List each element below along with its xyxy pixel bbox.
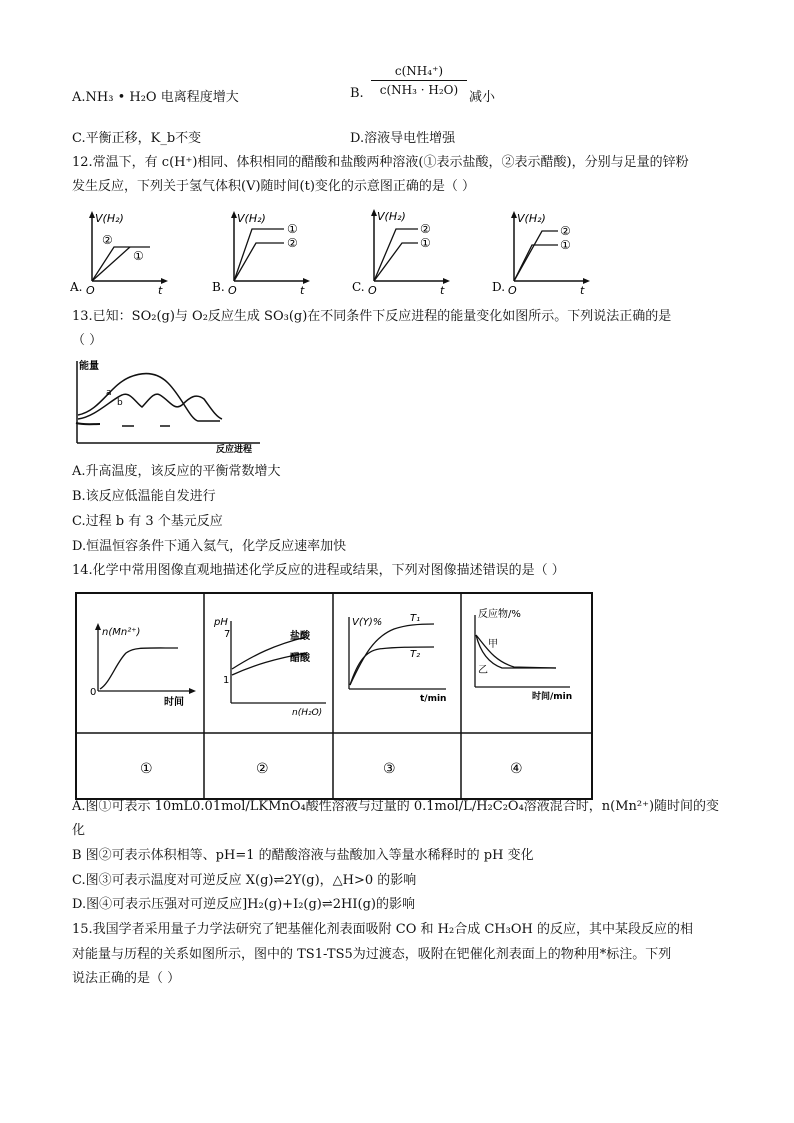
q14-option-b: B 图②可表示体积相等、pH=1 的醋酸溶液与盐酸加入等量水稀释时的 pH 变化 bbox=[72, 848, 534, 863]
q14-g4-ylabel: 反应物/% bbox=[478, 609, 521, 620]
q14-g2-label-hcl: 盐酸 bbox=[290, 631, 310, 642]
q14-option-c: C.图③可表示温度对可逆反应 X(g)⇌2Y(g)，△H>0 的影响 bbox=[72, 873, 417, 888]
q12-graph-a-label-1: ① bbox=[133, 249, 144, 263]
q11-option-b-suffix: 减小 bbox=[469, 90, 496, 105]
q14-g4-xlabel: 时间/min bbox=[532, 692, 573, 702]
q14-graph-4 bbox=[475, 607, 572, 777]
q13-energy-diagram bbox=[70, 355, 270, 455]
q14-g1-y-arrow bbox=[95, 623, 101, 630]
q13-option-c: C.过程 b 有 3 个基元反应 bbox=[72, 514, 223, 529]
q14-g1-number: ① bbox=[140, 761, 153, 777]
q13-option-d: D.恒温恒容条件下通入氦气，化学反应速率加快 bbox=[72, 539, 347, 554]
q14-g1-curve bbox=[100, 648, 178, 689]
q12-graph-b-label-1: ① bbox=[287, 222, 298, 236]
q12-graph-c-curve-2 bbox=[374, 229, 418, 281]
q12-graph-d-xlabel: t bbox=[580, 284, 585, 297]
q11-option-c: C.平衡正移，K_b不变 bbox=[72, 131, 202, 146]
q14-g3-label-t2: T₂ bbox=[410, 649, 421, 660]
q14-g2-tick1: 1 bbox=[223, 675, 230, 686]
q12-graph-c-label-1: ① bbox=[420, 236, 431, 250]
q13-label-a: a bbox=[106, 388, 112, 398]
q11-option-d: D.溶液导电性增强 bbox=[350, 131, 456, 146]
q14-g3-curve-t1 bbox=[350, 624, 434, 685]
q12-graph-b-label-2: ② bbox=[287, 236, 298, 250]
q12-graph-c-ylabel: V(H₂) bbox=[377, 210, 406, 223]
q14-option-a-line2: 化 bbox=[72, 823, 86, 838]
q14-g3-curve-t2 bbox=[350, 647, 434, 685]
q12-graph-b-curve-2 bbox=[234, 243, 284, 281]
q12-graph-c-origin: O bbox=[368, 284, 377, 297]
q12-graph-b bbox=[212, 205, 312, 297]
q14-g1-x-arrow bbox=[189, 688, 196, 694]
q14-g2-ylabel: pH bbox=[214, 617, 228, 628]
q13-reactant-level bbox=[76, 423, 100, 424]
q14-option-d: D.图④可表示压强对可逆反应]H₂(g)+I₂(g)⇌2HI(g)的影响 bbox=[72, 897, 415, 912]
q12-graph-d-origin: O bbox=[508, 284, 517, 297]
q15-stem-line3: 说法正确的是（ ） bbox=[72, 971, 181, 986]
q12-graph-b-curve-1 bbox=[234, 229, 284, 281]
q14-g2-number: ② bbox=[256, 761, 269, 777]
q13-option-b: B.该反应低温能自发进行 bbox=[72, 489, 216, 504]
q14-g3-number: ③ bbox=[383, 761, 396, 777]
q12-graph-c-label-2: ② bbox=[420, 222, 431, 236]
q14-g4-label-yi: 乙 bbox=[478, 665, 488, 676]
q13-curve-a bbox=[78, 374, 220, 421]
q12-graph-c-curve-1 bbox=[374, 243, 418, 281]
q12-graph-d bbox=[492, 205, 592, 297]
q14-g4-label-jia: 甲 bbox=[488, 639, 498, 650]
q12-graph-c-xlabel: t bbox=[440, 284, 445, 297]
q12-graph-d-curve-1 bbox=[514, 245, 558, 281]
q14-g2-label-acetic: 醋酸 bbox=[290, 653, 310, 664]
q12-graph-a bbox=[70, 205, 170, 297]
q15-stem-line2: 对能量与历程的关系如图所示，图中的 TS1-TS5为过渡态，吸附在钯催化剂表面上的物种用*标注。下列 bbox=[72, 947, 672, 962]
q12-graph-a-ylabel: V(H₂) bbox=[95, 212, 124, 225]
q14-g1-xlabel: 时间 bbox=[164, 697, 184, 708]
q14-g1-origin: 0 bbox=[90, 687, 97, 698]
q14-g2-tick7: 7 bbox=[224, 629, 231, 640]
q12-graph-d-letter: D. bbox=[492, 280, 506, 294]
q13-xlabel: 反应进程 bbox=[216, 445, 253, 455]
q11-option-b-numerator: c(NH₄⁺) bbox=[371, 64, 467, 81]
q14-graph-3 bbox=[349, 613, 446, 777]
q12-graph-d-label-1: ① bbox=[560, 238, 571, 252]
q12-graph-a-label-2: ② bbox=[102, 233, 113, 247]
q12-graph-a-origin: O bbox=[86, 284, 95, 297]
q12-graph-b-origin: O bbox=[228, 284, 237, 297]
q14-graph-2 bbox=[213, 617, 326, 777]
q12-graph-d-curve-2 bbox=[514, 231, 558, 281]
q14-g3-xlabel: t/min bbox=[420, 694, 447, 704]
q12-graph-b-letter: B. bbox=[212, 280, 225, 294]
q15-stem-line1: 15.我国学者采用量子力学法研究了钯基催化剂表面吸附 CO 和 H₂合成 CH₃OH 的反应，其中某段反应的相 bbox=[72, 922, 693, 937]
q13-stem-line2: （ ） bbox=[72, 333, 103, 348]
q14-stem: 14.化学中常用图像直观地描述化学反应的进程或结果，下列对图像描述错误的是（ ） bbox=[72, 563, 565, 578]
q13-curve-b bbox=[78, 394, 222, 419]
q12-graph-a-letter: A. bbox=[70, 280, 83, 294]
q12-graph-d-label-2: ② bbox=[560, 224, 571, 238]
q14-g4-number: ④ bbox=[510, 761, 523, 777]
q12-graph-c-letter: C. bbox=[352, 280, 365, 294]
q14-g1-ylabel: n(Mn²⁺) bbox=[102, 627, 141, 638]
q12-graph-b-ylabel: V(H₂) bbox=[237, 212, 266, 225]
q11-option-b-denominator: c(NH₃ · H₂O) bbox=[379, 83, 459, 97]
q14-g3-label-t1: T₁ bbox=[410, 613, 421, 624]
q14-graph-table bbox=[74, 591, 594, 803]
q11-option-b-fraction bbox=[371, 64, 467, 97]
q12-graph-a-xlabel: t bbox=[158, 284, 163, 297]
q14-g3-ylabel: V(Y)% bbox=[352, 617, 383, 628]
q12-graph-b-xlabel: t bbox=[300, 284, 305, 297]
q12-stem-line1: 12.常温下，有 c(H⁺)相同、体积相同的醋酸和盐酸两种溶液(①表示盐酸，②表示醋酸)，分别与足量的锌粉 bbox=[72, 155, 689, 170]
q14-g2-xlabel: n(H₂O) bbox=[292, 708, 323, 718]
q13-option-a: A.升高温度，该反应的平衡常数增大 bbox=[72, 464, 281, 479]
q12-graph-d-ylabel: V(H₂) bbox=[517, 212, 546, 225]
q11-option-a: A.NH₃ • H₂O 电离程度增大 bbox=[72, 90, 239, 105]
q13-label-b: b bbox=[117, 398, 123, 408]
q12-stem-line2: 发生反应，下列关于氢气体积(V)随时间(t)变化的示意图正确的是（ ） bbox=[72, 179, 476, 194]
q12-graph-c bbox=[352, 203, 452, 297]
q11-option-b-prefix: B. bbox=[350, 86, 364, 101]
q13-stem-line1: 13.已知：SO₂(g)与 O₂反应生成 SO₃(g)在不同条件下反应进程的能量变化如图所示。下列说法正确的是 bbox=[72, 309, 672, 324]
q14-graph-1 bbox=[90, 623, 196, 777]
q14-option-a-line1: A.图①可表示 10mL0.01mol/LKMnO₄酸性溶液与过量的 0.1mol/L/H₂C₂O₄溶液混合时，n(Mn²⁺)随时间的变 bbox=[72, 799, 720, 814]
q13-ylabel: 能量 bbox=[79, 361, 99, 372]
